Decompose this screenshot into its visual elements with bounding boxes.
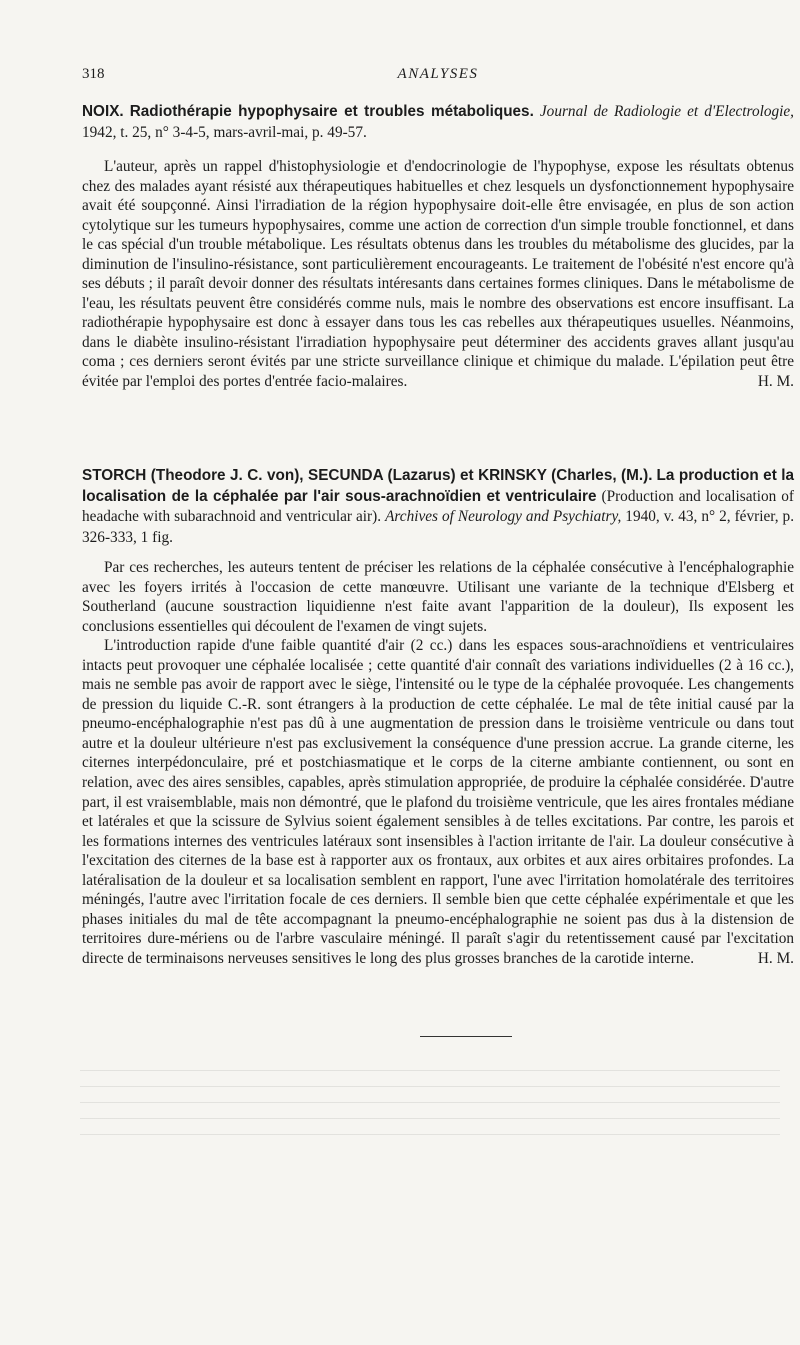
citation-heading: [82, 102, 794, 143]
reviewer-signature: H. M.: [757, 949, 794, 967]
abstract-storch: [82, 466, 794, 968]
abstract-text: L'introduction rapide d'une faible quantité d'air (2 cc.) dans les espaces sous-arachnoïdiens et ventriculaires intacts peut provoquer une céphalée localisée ; cette quantité d'air connaît des variations individuelles (2 à 16 cc.), mais ne semble pas avoir de rapport avec le siège, l'intensité ou le type de la céphalée provoquée. Les changements de pression du liquide C.-R. sont étrangers à la production de cette céphalée. Le mal de tête initial causé par la pneumo-encéphalographie n'est pas dû à une augmentation de pression dans le troisième ventricule ou dans tout autre et la douleur ultérieure n'est pas exclusivement la conséquence d'une pression accrue. La grande citerne, les citernes interpédonculaire, pré et postchiasmatique et le corps de la citerne ambiante contiennent, ou sont en relation, avec des aires sensibles, capables, après stimulation appropriée, de produire la céphalée considérée. D'autre part, il est vraisemblable, mais non démontré, que le plafond du troisième ventricule, que les aires frontales médiane et latérales et que la scissure de Sylvius soient également sensibles à de telles excitations. Par contre, les parois et les formations internes des ventricules latéraux sont insensibles à l'action irritante de l'air. La douleur consécutive à l'excitation des citernes de la base est à rapporter aux os frontaux, aux orbites et aux aires orbitaires profondes. La latéralisation de la douleur et sa localisation semblent en rapport, l'une avec l'irritation homolatérale des territoires méningés, l'autre avec l'irritation focale de ces derniers. Il semble bien que cette céphalée expérimentale et que les phases initiales du mal de tête accompagnant la pneumo-encéphalographie ne soient pas dus à la distension de territoires dure-mériens ou de l'arbre vasculaire méningé. Il paraît s'agir du retentissement causé par l'excitation directe de terminaisons nerveuses sensitives le long des plus grosses branches de la carotide interne.: [82, 637, 794, 967]
journal-name: Journal de Radiologie et d'Electrologie,: [539, 103, 795, 120]
abstract-paragraph: Par ces recherches, les auteurs tentent de préciser les relations de la céphalée consécutive à l'encéphalographie avec les foyers irrités à l'occasion de cette manœuvre. Utilisant une variante de la technique d'Elsberg et Southerland (aucune soustraction liquidienne n'est faite avant l'apparition de la douleur), Ils exposent les conclusions essentielles qui découlent de l'examen de vingt sujets.: [82, 559, 794, 635]
bleed-through-texture: [80, 1060, 780, 1150]
abstract-noix: [82, 102, 794, 392]
article-title: La production et la localisation de la céphalée par l'air sous-arachnoïdien et ventriculaire: [82, 467, 795, 505]
abstract-body: [82, 157, 794, 392]
abstract-paragraph: [82, 636, 794, 968]
author-names: STORCH (Theodore J. C. von), SECUNDA (Lazarus) et KRINSKY (Charles, (M.).: [82, 467, 653, 484]
citation-heading: [82, 466, 794, 548]
section-divider: [420, 1036, 512, 1037]
abstract-text: L'auteur, après un rappel d'histophysiologie et d'endocrinologie de l'hypophyse, expose les résultats obtenus chez des malades ayant résisté aux thérapeutiques habituelles et chez lesquels un dysfonctionnement hypophysaire avait été soupçonné. Ainsi l'irradiation de la région hypophysaire doit-elle être envisagée, en plus de son action cytolytique sur les tumeurs hypophysaires, comme une action de correction d'un simple trouble fonctionnel, et dans le cas spécial d'un trouble métabolique. Les résultats obtenus dans les troubles du métabolisme des glucides, par la diminution de l'insulino-résistance, sont particulièrement encourageants. Le traitement de l'obésité n'est encore qu'à ses débuts ; il paraît devoir donner des résultats intéresants dans certaines formes cliniques. Dans le métabolisme de l'eau, les résultats peuvent être considérés comme nuls, mais le nombre des observations est encore insuffisant. La radiothérapie hypophysaire est donc à essayer dans tous les cas rebelles aux thérapeutiques usuelles. Néanmoins, dans le diabète insulino-résistant l'irradiation hypophysaire peut déterminer des accidents graves allant jusqu'au coma ; ces derniers seront évités par une stricte surveillance clinique et chimique du malade. L'épilation peut être évitée par l'emploi des portes d'entrée facio-malaires.: [82, 158, 794, 391]
section-title: ANALYSES: [397, 66, 479, 82]
title-translation: (Production and localisation of headache with subarachnoid and ventricular air).: [82, 487, 795, 525]
author-name: NOIX.: [82, 103, 124, 120]
citation-details: 1940, v. 43, n° 2, février, p. 326-333, 1 fig.: [82, 508, 795, 546]
article-title: Radiothérapie hypophysaire et troubles métaboliques.: [129, 103, 534, 120]
citation-details: 1942, t. 25, n° 3-4-5, mars-avril-mai, p. 49-57.: [82, 123, 367, 141]
reviewer-signature: H. M.: [757, 373, 794, 391]
running-head: [82, 66, 794, 86]
journal-name: Archives of Neurology and Psychiatry,: [385, 508, 622, 525]
page-number: 318: [82, 66, 105, 82]
